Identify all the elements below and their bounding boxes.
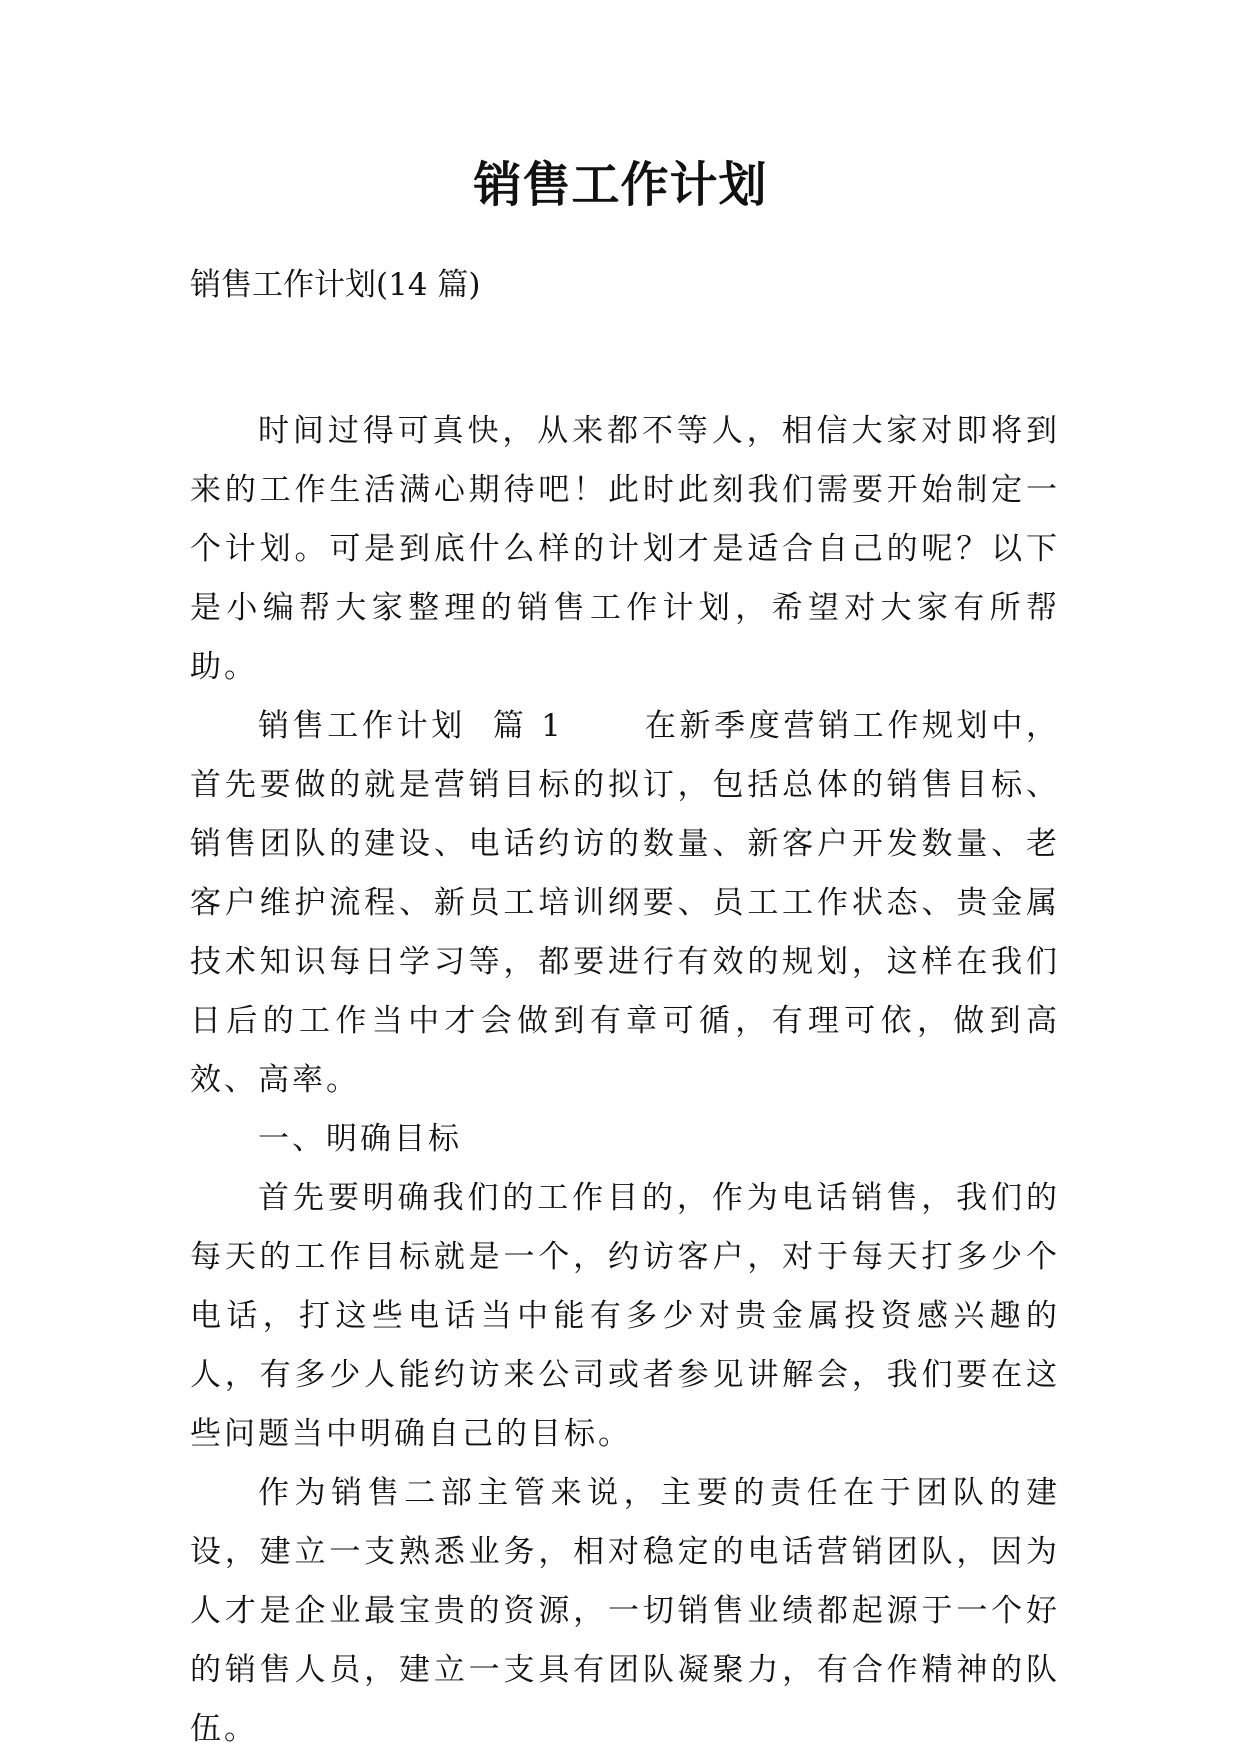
document-body (190, 402, 1060, 1759)
paragraph-goals: 首先要明确我们的工作目的，作为电话销售，我们的每天的工作目标就是一个，约访客户，对于每天打多少个电话，打这些电话当中能有多少对贵金属投资感兴趣的人，有多少人能约访来公司或者参见讲解会，我们要在这些问题当中明确自己的目标。 (190, 1180, 1060, 1452)
heading-clear-goals: 一、明确目标 (258, 1121, 462, 1157)
paragraph-intro: 时间过得可真快，从来都不等人，相信大家对即将到来的工作生活满心期待吧！此时此刻我们需要开始制定一个计划。可是到底什么样的计划才是适合自己的呢？以下是小编帮大家整理的销售工作计划，希望对大家有所帮助。 (190, 413, 1060, 685)
document-title: 销售工作计划 (473, 157, 768, 213)
document-subtitle: 销售工作计划(14 篇) (190, 267, 481, 303)
paragraph-team: 作为销售二部主管来说，主要的责任在于团队的建设，建立一支熟悉业务，相对稳定的电话营销团队，因为人才是企业最宝贵的资源，一切销售业绩都起源于一个好的销售人员，建立一支具有团队凝聚力，有合作精神的队伍。 (190, 1475, 1060, 1747)
paragraph-section-1: 销售工作计划 篇 1 在新季度营销工作规划中，首先要做的就是营销目标的拟订，包括总体的销售目标、销售团队的建设、电话约访的数量、新客户开发数量、老客户维护流程、新员工培训纲要、员工工作状态、贵金属技术知识每日学习等，都要进行有效的规划，这样在我们日后的工作当中才会做到有章可循，有理可依，做到高效、高率。 (190, 708, 1060, 1098)
